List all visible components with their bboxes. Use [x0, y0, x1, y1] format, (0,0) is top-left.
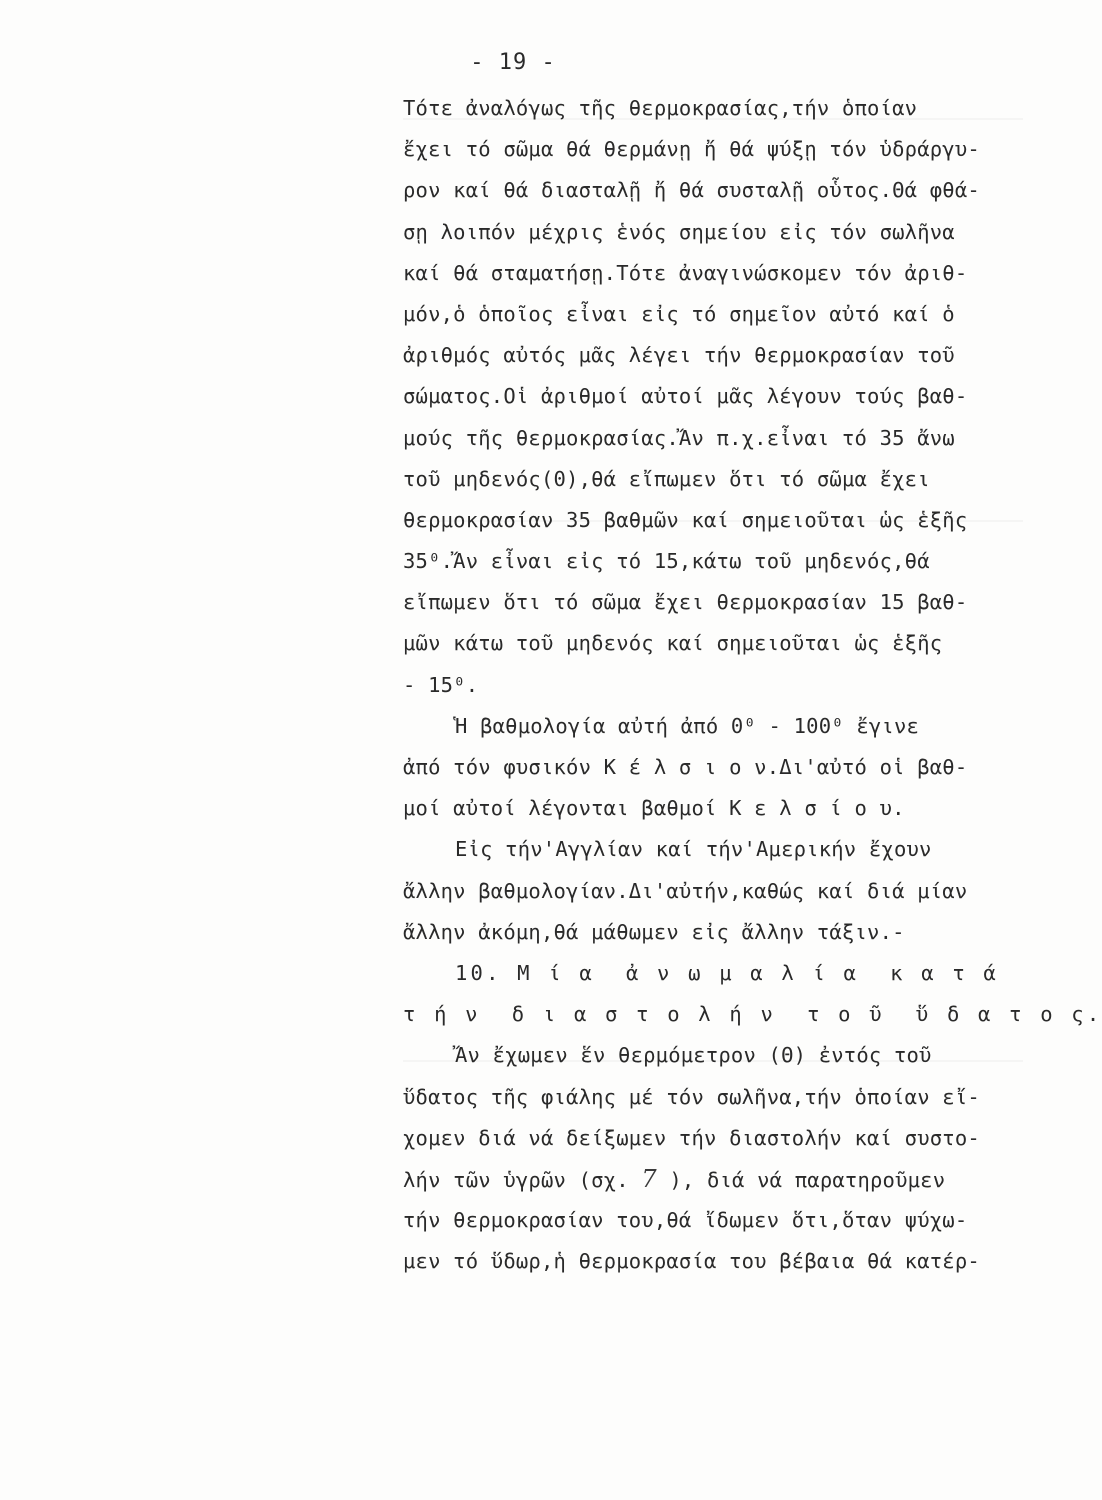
text-fragment: λήν τῶν ὑγρῶν (σχ.: [403, 1167, 629, 1192]
text-line: ἀριθμός αὐτός μᾶς λέγει τήν θερμοκρασίαν τοῦ: [403, 343, 955, 368]
text-line: ρον καί θά διασταλῇ ἤ θά συσταλῇ οὗτος.Θά φθά-: [403, 178, 980, 203]
text-line: χομεν διά νά δείξωμεν τήν διαστολήν καί συστο-: [403, 1125, 980, 1150]
text-line: σῃ λοιπόν μέχρις ἑνός σημείου εἰς τόν σωλῆνα: [403, 219, 955, 244]
text-fragment: ), διά νά παρατηροῦμεν: [669, 1167, 946, 1192]
text-line: εἴπωμεν ὅτι τό σῶμα ἔχει θερμοκρασίαν 15 βαθ-: [403, 590, 968, 615]
text-line: ἄλλην βαθμολογίαν.Δι'αὐτήν,καθώς καί διά μίαν: [403, 878, 968, 903]
text-line: μούς τῆς θερμοκρασίας.Ἄν π.χ.εἶναι τό 35 ἄνω: [403, 425, 955, 450]
text-line: μῶν κάτω τοῦ μηδενός καί σημειοῦται ὡς ἑξῆς: [403, 631, 943, 656]
text-line: Ἄν ἔχωμεν ἕν θερμόμετρον (Θ) ἐντός τοῦ: [455, 1043, 932, 1068]
text-line: καί θά σταματήσῃ.Τότε ἀναγινώσκομεν τόν ἀριθ-: [403, 260, 968, 285]
text-line: θερμοκρασίαν 35 βαθμῶν καί σημειοῦται ὡς ἑξῆς: [403, 507, 968, 532]
text-line: Ἡ βαθμολογία αὐτή ἀπό 0⁰ - 100⁰ ἔγινε: [455, 713, 920, 738]
text-line: μοί αὐτοί λέγονται βαθμοί Κ ε λ σ ί ο υ.: [403, 796, 905, 821]
text-line: - 15⁰.: [403, 672, 479, 697]
page-number: - 19 -: [470, 50, 556, 75]
section-heading: 10. Μ ί α ἀ ν ω μ α λ ί α κ α τ ά: [455, 960, 999, 985]
text-line: ὕδατος τῆς φιάλης μέ τόν σωλῆνα,τήν ὁποίαν εἴ-: [403, 1084, 980, 1109]
text-line: τήν θερμοκρασίαν του,θά ἴδωμεν ὅτι,ὅταν ψύχω-: [403, 1208, 968, 1233]
text-line: τοῦ μηδενός(0),θά εἴπωμεν ὅτι τό σῶμα ἔχει: [403, 466, 930, 491]
handwritten-figure-number: 7: [641, 1164, 657, 1193]
section-heading: τ ή ν δ ι α σ τ ο λ ή ν τ ο ῦ ὕ δ α τ ο ς.: [403, 1002, 1102, 1027]
text-line: ἄλλην ἀκόμη,θά μάθωμεν εἰς ἄλλην τάξιν.-: [403, 919, 905, 944]
text-line: ἀπό τόν φυσικόν Κ έ λ σ ι ο ν.Δι'αὐτό οἱ βαθ-: [403, 755, 968, 779]
body-text: [403, 88, 1102, 1282]
text-line: σώματος.Οἱ ἀριθμοί αὐτοί μᾶς λέγουν τούς βαθ-: [403, 384, 968, 409]
text-line: ἔχει τό σῶμα θά θερμάνῃ ἤ θά ψύξῃ τόν ὑδράργυ-: [403, 137, 980, 162]
text-line: [403, 1159, 1015, 1200]
text-line: Τότε ἀναλόγως τῆς θερμοκρασίας,τήν ὁποίαν: [403, 96, 918, 120]
text-line: Εἰς τήν'Αγγλίαν καί τήν'Αμερικήν ἔχουν: [455, 837, 932, 862]
text-line: μεν τό ὕδωρ,ἡ θερμοκρασία του βέβαια θά κατέρ-: [403, 1249, 980, 1274]
text-line: 35⁰.Ἄν εἶναι εἰς τό 15,κάτω τοῦ μηδενός,θά: [403, 549, 930, 574]
text-line: μόν,ὁ ὁποῖος εἶναι εἰς τό σημεῖον αὐτό καί ὁ: [403, 301, 955, 326]
